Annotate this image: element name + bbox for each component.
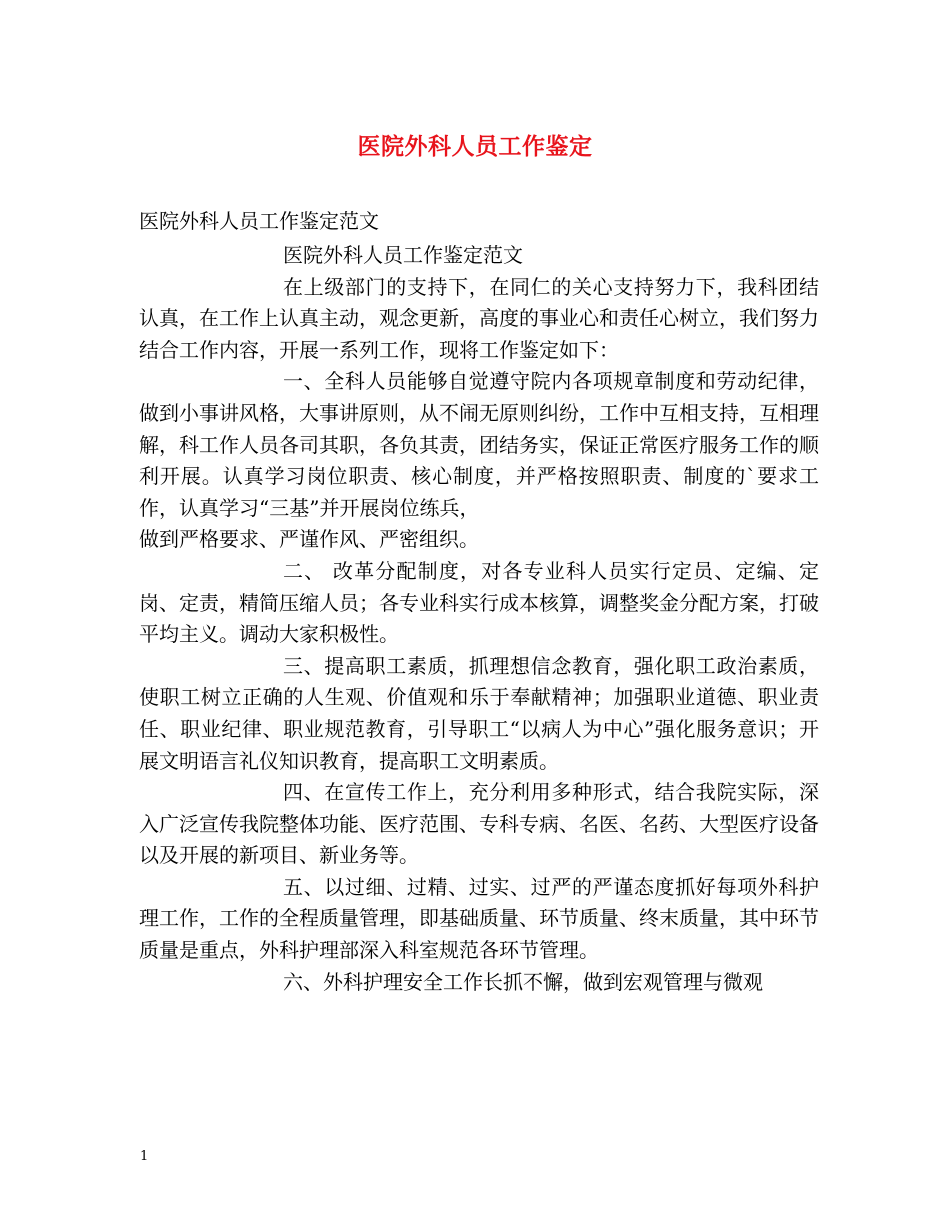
page-number: 1: [140, 1149, 149, 1164]
document-body: [139, 240, 819, 998]
body-paragraph: 三、提高职工素质，抓理想信念教育，强化职工政治素质，使职工树立正确的人生观、价值观和乐于奉献精神；加强职业道德、职业责任、职业纪律、职业规范教育，引导职工“以病人为中心”强化服务意识；开展文明语言礼仪知识教育，提高职工文明素质。: [139, 653, 819, 773]
body-paragraph: 做到严格要求、严谨作风、严密组织。: [139, 527, 479, 552]
document-title: 医院外科人员工作鉴定: [357, 133, 593, 160]
body-paragraph: 在上级部门的支持下，在同仁的关心支持努力下，我科团结认真，在工作上认真主动，观念更新，高度的事业心和责任心树立，我们努力结合工作内容，开展一系列工作，现将工作鉴定如下：: [139, 274, 819, 362]
body-paragraph: 医院外科人员工作鉴定范文: [283, 243, 523, 267]
body-paragraph: 六、外科护理安全工作长抓不懈，做到宏观管理与微观: [283, 969, 763, 994]
body-paragraph: 一、全科人员能够自觉遵守院内各项规章制度和劳动纪律，做到小事讲风格，大事讲原则，从不闹无原则纠纷，工作中互相支持，互相理解，科工作人员各司其职，各负其责，团结务实，保证正常医疗服务工作的顺利开展。认真学习岗位职责、核心制度，并严格按照职责、制度的`要求工作，认真学习“三基”并开展岗位练兵，: [139, 369, 819, 520]
body-paragraph: 二、 改革分配制度，对各专业科人员实行定员、定编、定岗、定责，精简压缩人员；各专业科实行成本核算，调整奖金分配方案，打破平均主义。调动大家积极性。: [139, 558, 819, 647]
body-paragraph: 四、在宣传工作上，充分利用多种形式，结合我院实际，深入广泛宣传我院整体功能、医疗范围、专科专病、名医、名药、大型医疗设备以及开展的新项目、新业务等。: [139, 780, 819, 868]
body-paragraph: 五、以过细、过精、过实、过严的严谨态度抓好每项外科护理工作，工作的全程质量管理，即基础质量、环节质量、终末质量，其中环节质量是重点，外科护理部深入科室规范各环节管理。: [139, 874, 819, 963]
document-subheading: 医院外科人员工作鉴定范文: [139, 209, 379, 233]
